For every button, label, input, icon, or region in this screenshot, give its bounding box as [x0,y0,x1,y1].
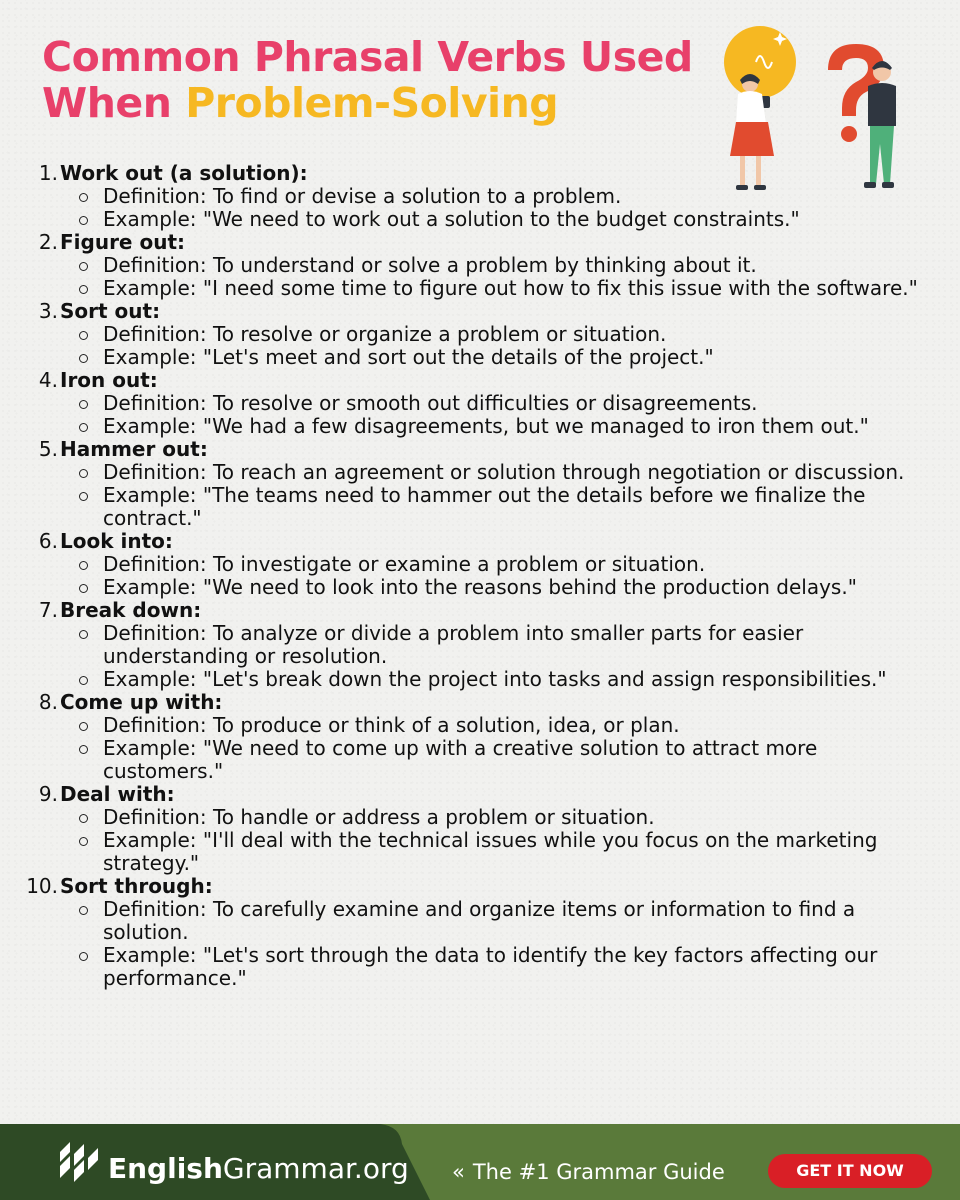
item-example: Example: "Let's sort through the data to identify the key factors affecting our performance." [103,944,924,990]
list-item [24,369,924,438]
item-definition: Definition: To resolve or smooth out difficulties or disagreements. [103,392,924,415]
list-item [24,599,924,691]
item-example: Example: "We had a few disagreements, but we managed to iron them out." [103,415,924,438]
item-term: Look into: [60,529,173,553]
item-term: Figure out: [60,230,185,254]
list-item [24,231,924,300]
item-term: Come up with: [60,690,223,714]
item-definition: Definition: To handle or address a problem or situation. [103,806,924,829]
phrasal-verb-list [24,162,924,990]
englishgrammar-logo-icon [54,1138,104,1188]
item-number: 8. [38,690,58,714]
item-term: Sort out: [60,299,161,323]
item-number: 2. [38,230,58,254]
item-number: 3. [38,299,58,323]
item-definition: Definition: To produce or think of a solution, idea, or plan. [103,714,924,737]
item-example: Example: "We need to come up with a creative solution to attract more customers." [103,737,924,783]
title-line-2a: When [42,79,186,127]
item-example: Example: "Let's meet and sort out the details of the project." [103,346,924,369]
tagline-text: The #1 Grammar Guide [472,1160,725,1184]
item-definition: Definition: To investigate or examine a problem or situation. [103,553,924,576]
item-definition: Definition: To understand or solve a problem by thinking about it. [103,254,924,277]
list-item [24,691,924,783]
brand-rest: Grammar.org [222,1152,409,1185]
double-chevron-left-icon: « [452,1160,465,1184]
brand-bold: English [108,1152,223,1185]
item-number: 6. [38,529,58,553]
item-number: 5. [38,437,58,461]
tagline [452,1158,725,1186]
item-term: Deal with: [60,782,175,806]
item-number: 10. [26,874,58,898]
list-item [24,783,924,875]
item-term: Sort through: [60,874,213,898]
item-definition: Definition: To resolve or organize a problem or situation. [103,323,924,346]
item-term: Break down: [60,598,202,622]
list-item [24,875,924,990]
item-term: Hammer out: [60,437,208,461]
item-example: Example: "Let's break down the project into tasks and assign responsibilities." [103,668,924,691]
list-item [24,162,924,231]
item-definition: Definition: To carefully examine and organize items or information to find a solution. [103,898,924,944]
item-term: Iron out: [60,368,158,392]
item-example: Example: "We need to work out a solution to the budget constraints." [103,208,924,231]
item-term: Work out (a solution): [60,161,308,185]
item-example: Example: "I need some time to figure out how to fix this issue with the software." [103,277,924,300]
item-example: Example: "The teams need to hammer out the details before we finalize the contract." [103,484,924,530]
item-example: Example: "I'll deal with the technical issues while you focus on the marketing strategy." [103,829,924,875]
item-number: 9. [38,782,58,806]
item-number: 4. [38,368,58,392]
list-item [24,438,924,530]
get-it-now-button[interactable]: GET IT NOW [768,1154,932,1188]
item-definition: Definition: To reach an agreement or solution through negotiation or discussion. [103,461,924,484]
list-item [24,530,924,599]
item-definition: Definition: To find or devise a solution to a problem. [103,185,924,208]
item-definition: Definition: To analyze or divide a problem into smaller parts for easier understanding or resolution. [103,622,924,668]
title-line-2b: Problem-Solving [185,79,559,127]
brand-name[interactable] [108,1152,409,1186]
list-item [24,300,924,369]
page-title [42,34,693,126]
title-line-1: Common Phrasal Verbs Used [42,33,693,81]
item-number: 7. [38,598,58,622]
item-number: 1. [38,161,58,185]
item-example: Example: "We need to look into the reasons behind the production delays." [103,576,924,599]
